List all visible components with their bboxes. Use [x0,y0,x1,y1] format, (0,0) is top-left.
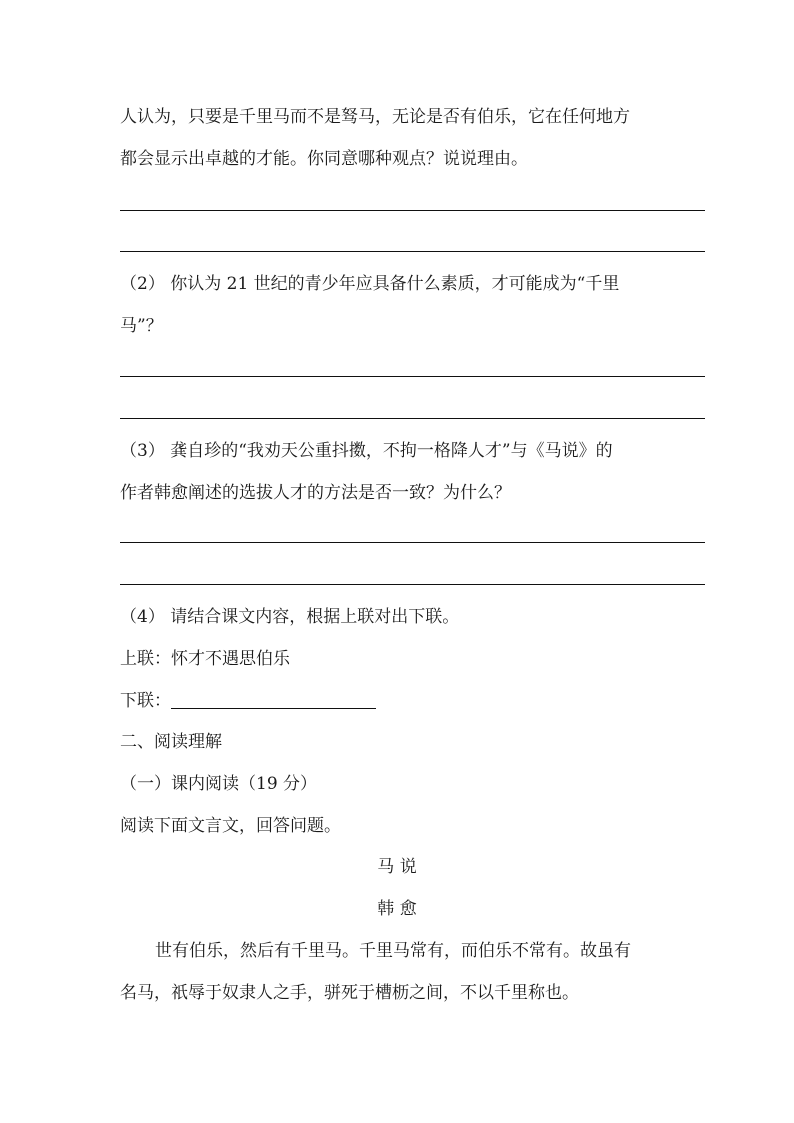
lower-couplet-label: 下联： [120,691,171,711]
q2-text-line-1: （2） 你认为 21 世纪的青少年应具备什么素质，才可能成为“千里 [120,274,620,294]
passage-line-1: 世有伯乐，然后有千里马。千里马常有，而伯乐不常有。故虽有 [155,941,631,961]
q3-text-line-1: （3） 龚自珍的“我劝天公重抖擞，不拘一格降人才”与《马说》的 [120,441,613,461]
section-subheading: （一）课内阅读（19 分） [120,774,318,794]
q1-text-line-2: 都会显示出卓越的才能。你同意哪种观点？说说理由。 [120,149,528,169]
answer-line [120,418,705,419]
section-heading: 二、阅读理解 [120,732,222,752]
passage-line-2: 名马，祇辱于奴隶人之手，骈死于槽枥之间，不以千里称也。 [120,983,579,1003]
passage-author: 韩 愈 [377,899,417,919]
q3-text-line-2: 作者韩愈阐述的选拔人才的方法是否一致？为什么？ [120,483,511,503]
q1-text-line-1: 人认为，只要是千里马而不是驽马，无论是否有伯乐，它在任何地方 [120,107,630,127]
passage-title: 马 说 [377,857,417,877]
answer-line [120,542,705,543]
q4-prompt: （4） 请结合课文内容，根据上联对出下联。 [120,607,460,627]
q4-lower-couplet [120,690,710,712]
q2-text-line-2: 马”？ [120,316,163,336]
reading-instruction: 阅读下面文言文，回答问题。 [120,816,341,836]
answer-line [120,210,705,211]
answer-line [120,584,705,585]
q4-upper-couplet: 上联：怀才不遇思伯乐 [120,649,290,669]
lower-couplet-blank[interactable] [171,690,376,709]
answer-line [120,376,705,377]
answer-line [120,251,705,252]
